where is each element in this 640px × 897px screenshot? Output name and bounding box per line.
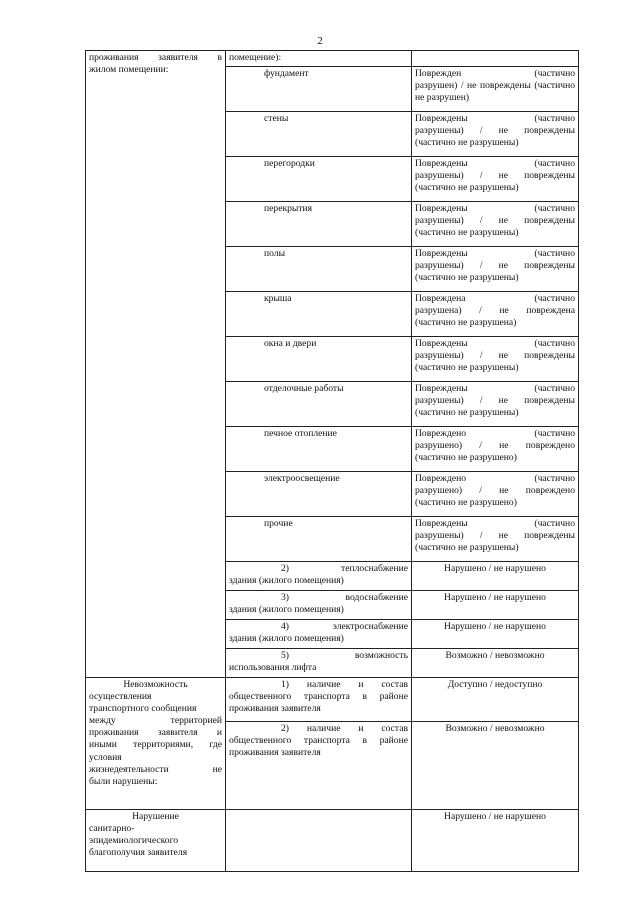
status-line: разрушена) / не повреждена xyxy=(415,305,575,317)
status-line: разрушены) / не повреждены xyxy=(415,125,575,137)
label-line: осуществления xyxy=(89,691,152,703)
status-line: Повреждено (частично xyxy=(415,473,575,485)
element-name-cell xyxy=(226,247,412,292)
service-name-cell xyxy=(226,562,412,591)
label-line: жизнедеятельности не xyxy=(89,763,222,775)
status-line: (частично не разрушена) xyxy=(415,317,517,329)
sanitary-status-cell xyxy=(412,810,579,872)
status-line: Повреждена (частично xyxy=(415,293,575,305)
label-line: между территорией xyxy=(89,715,222,727)
status-line: разрушены) / не повреждены xyxy=(415,350,575,362)
element-status-cell xyxy=(412,112,579,157)
element-name: электроосвещение xyxy=(264,473,340,485)
service-status-cell xyxy=(412,649,579,678)
status-line: разрушены) / не повреждены xyxy=(415,395,575,407)
element-name-cell xyxy=(226,517,412,562)
element-name: отделочные работы xyxy=(264,383,344,395)
service-line: здания (жилого помещения) xyxy=(229,604,344,616)
element-status-cell xyxy=(412,247,579,292)
status-line: (частично не разрушено) xyxy=(415,452,517,464)
element-name-cell xyxy=(226,157,412,202)
status-line: (частично не разрушены) xyxy=(415,227,519,239)
transport-item-cell xyxy=(226,722,412,810)
service-status: Нарушено / не нарушено xyxy=(444,592,546,604)
label-line: санитарно- xyxy=(89,823,135,835)
label-line: жилом помещении: xyxy=(89,64,169,76)
status-line: Повреждены (частично xyxy=(415,248,575,260)
label-line: Невозможность xyxy=(123,679,188,691)
transport-status-cell xyxy=(412,722,579,810)
element-name: фундамент xyxy=(264,68,309,80)
status-line: (частично не разрушено) xyxy=(415,497,517,509)
status-line: Повреждено (частично xyxy=(415,428,575,440)
status-line: разрушено) / не повреждено xyxy=(415,485,575,497)
premises-header: помещение): xyxy=(229,52,282,63)
element-name-cell xyxy=(226,292,412,337)
label-line: эпидемиологического xyxy=(89,835,179,847)
transport-line: 2) наличие и состав xyxy=(281,723,408,735)
page-number: 2 xyxy=(317,35,323,47)
element-status-cell xyxy=(412,202,579,247)
status-line: Повреждены (частично xyxy=(415,203,575,215)
status-line: разрушено) / не повреждено xyxy=(415,440,575,452)
transport-status: Доступно / недоступно xyxy=(447,679,543,691)
service-line: 2) теплоснабжение xyxy=(281,563,408,575)
element-status-cell xyxy=(412,67,579,112)
element-status-cell xyxy=(412,472,579,517)
label-line: проживания заявителя в xyxy=(89,52,222,63)
status-line: Поврежден (частично xyxy=(415,68,575,80)
element-name-cell xyxy=(226,337,412,382)
element-name-cell xyxy=(226,112,412,157)
transport-label-cell xyxy=(86,678,226,810)
transport-line: проживания заявителя xyxy=(229,747,321,759)
element-name: крыша xyxy=(264,293,292,305)
element-status-cell xyxy=(412,382,579,427)
element-name: стены xyxy=(264,113,289,125)
status-line: разрушены) / не повреждены xyxy=(415,215,575,227)
transport-line: проживания заявителя xyxy=(229,703,321,715)
status-line: (частично не разрушены) xyxy=(415,182,519,194)
sanitary-label-cell xyxy=(86,810,226,872)
transport-item-cell xyxy=(226,678,412,722)
status-line: разрушены) / не повреждены xyxy=(415,530,575,542)
element-status-cell xyxy=(412,157,579,202)
element-status-cell xyxy=(412,517,579,562)
element-name: прочие xyxy=(264,518,293,530)
element-name-cell xyxy=(226,67,412,112)
element-name: полы xyxy=(264,248,286,260)
transport-status: Возможно / невозможно xyxy=(445,723,545,735)
status-line: не разрушен) xyxy=(415,92,470,104)
service-line: 4) электроснабжение xyxy=(281,621,408,633)
status-line: Повреждены (частично xyxy=(415,158,575,170)
label-line: благополучия заявителя xyxy=(89,847,188,859)
status-line: Повреждены (частично xyxy=(415,113,575,125)
status-line: разрушены) / не повреждены xyxy=(415,170,575,182)
service-line: здания (жилого помещения) xyxy=(229,575,344,587)
service-line: 5) возможность xyxy=(281,650,408,662)
service-status: Нарушено / не нарушено xyxy=(444,621,546,633)
service-status-cell xyxy=(412,591,579,620)
transport-line: 1) наличие и состав xyxy=(281,679,408,691)
service-line: здания (жилого помещения) xyxy=(229,633,344,645)
service-name-cell xyxy=(226,649,412,678)
status-line: (частично не разрушены) xyxy=(415,542,519,554)
status-line: разрушены) / не повреждены xyxy=(415,260,575,272)
label-line: иными территориями, где xyxy=(89,739,222,751)
label-line: Нарушение xyxy=(132,811,179,823)
element-name: перегородки xyxy=(264,158,315,170)
status-line: Повреждены (частично xyxy=(415,338,575,350)
service-status: Нарушено / не нарушено xyxy=(444,563,546,575)
label-line: условия xyxy=(89,751,122,763)
service-status-cell xyxy=(412,562,579,591)
damage-assessment-table xyxy=(85,50,579,872)
element-status-cell xyxy=(412,337,579,382)
element-name-cell xyxy=(226,472,412,517)
service-name-cell xyxy=(226,620,412,649)
service-status-cell xyxy=(412,620,579,649)
element-status-cell xyxy=(412,427,579,472)
element-name-cell xyxy=(226,382,412,427)
status-line: разрушен) / не повреждены (частично xyxy=(415,80,575,92)
empty-status-cell xyxy=(412,51,579,67)
table-row xyxy=(86,51,579,67)
element-status-cell xyxy=(412,292,579,337)
element-name-cell xyxy=(226,427,412,472)
status-line: Повреждены (частично xyxy=(415,383,575,395)
table-row xyxy=(86,678,579,722)
element-name-cell xyxy=(226,202,412,247)
status-line: (частично не разрушены) xyxy=(415,137,519,149)
transport-status-cell xyxy=(412,678,579,722)
sanitary-status: Нарушено / не нарушено xyxy=(444,811,546,823)
transport-line: общественного транспорта в районе xyxy=(229,735,408,747)
status-line: (частично не разрушены) xyxy=(415,407,519,419)
status-line: Повреждены (частично xyxy=(415,518,575,530)
element-name: перекрытия xyxy=(264,203,313,215)
transport-line: общественного транспорта в районе xyxy=(229,691,408,703)
service-line: использования лифта xyxy=(229,662,317,674)
service-line: 3) водоснабжение xyxy=(281,592,408,604)
label-line: проживания заявителя и xyxy=(89,727,222,739)
status-line: (частично не разрушены) xyxy=(415,272,519,284)
service-name-cell xyxy=(226,591,412,620)
label-line: транспортного сообщения xyxy=(89,703,197,715)
living-conditions-label-cell xyxy=(86,51,226,678)
service-status: Возможно / невозможно xyxy=(445,650,545,662)
label-line: были нарушены: xyxy=(89,775,158,787)
premises-header-cell xyxy=(226,51,412,67)
element-name: печное отопление xyxy=(264,428,337,440)
table-row xyxy=(86,810,579,872)
element-name: окна и двери xyxy=(264,338,317,350)
sanitary-empty-cell xyxy=(226,810,412,872)
status-line: (частично не разрушены) xyxy=(415,362,519,374)
